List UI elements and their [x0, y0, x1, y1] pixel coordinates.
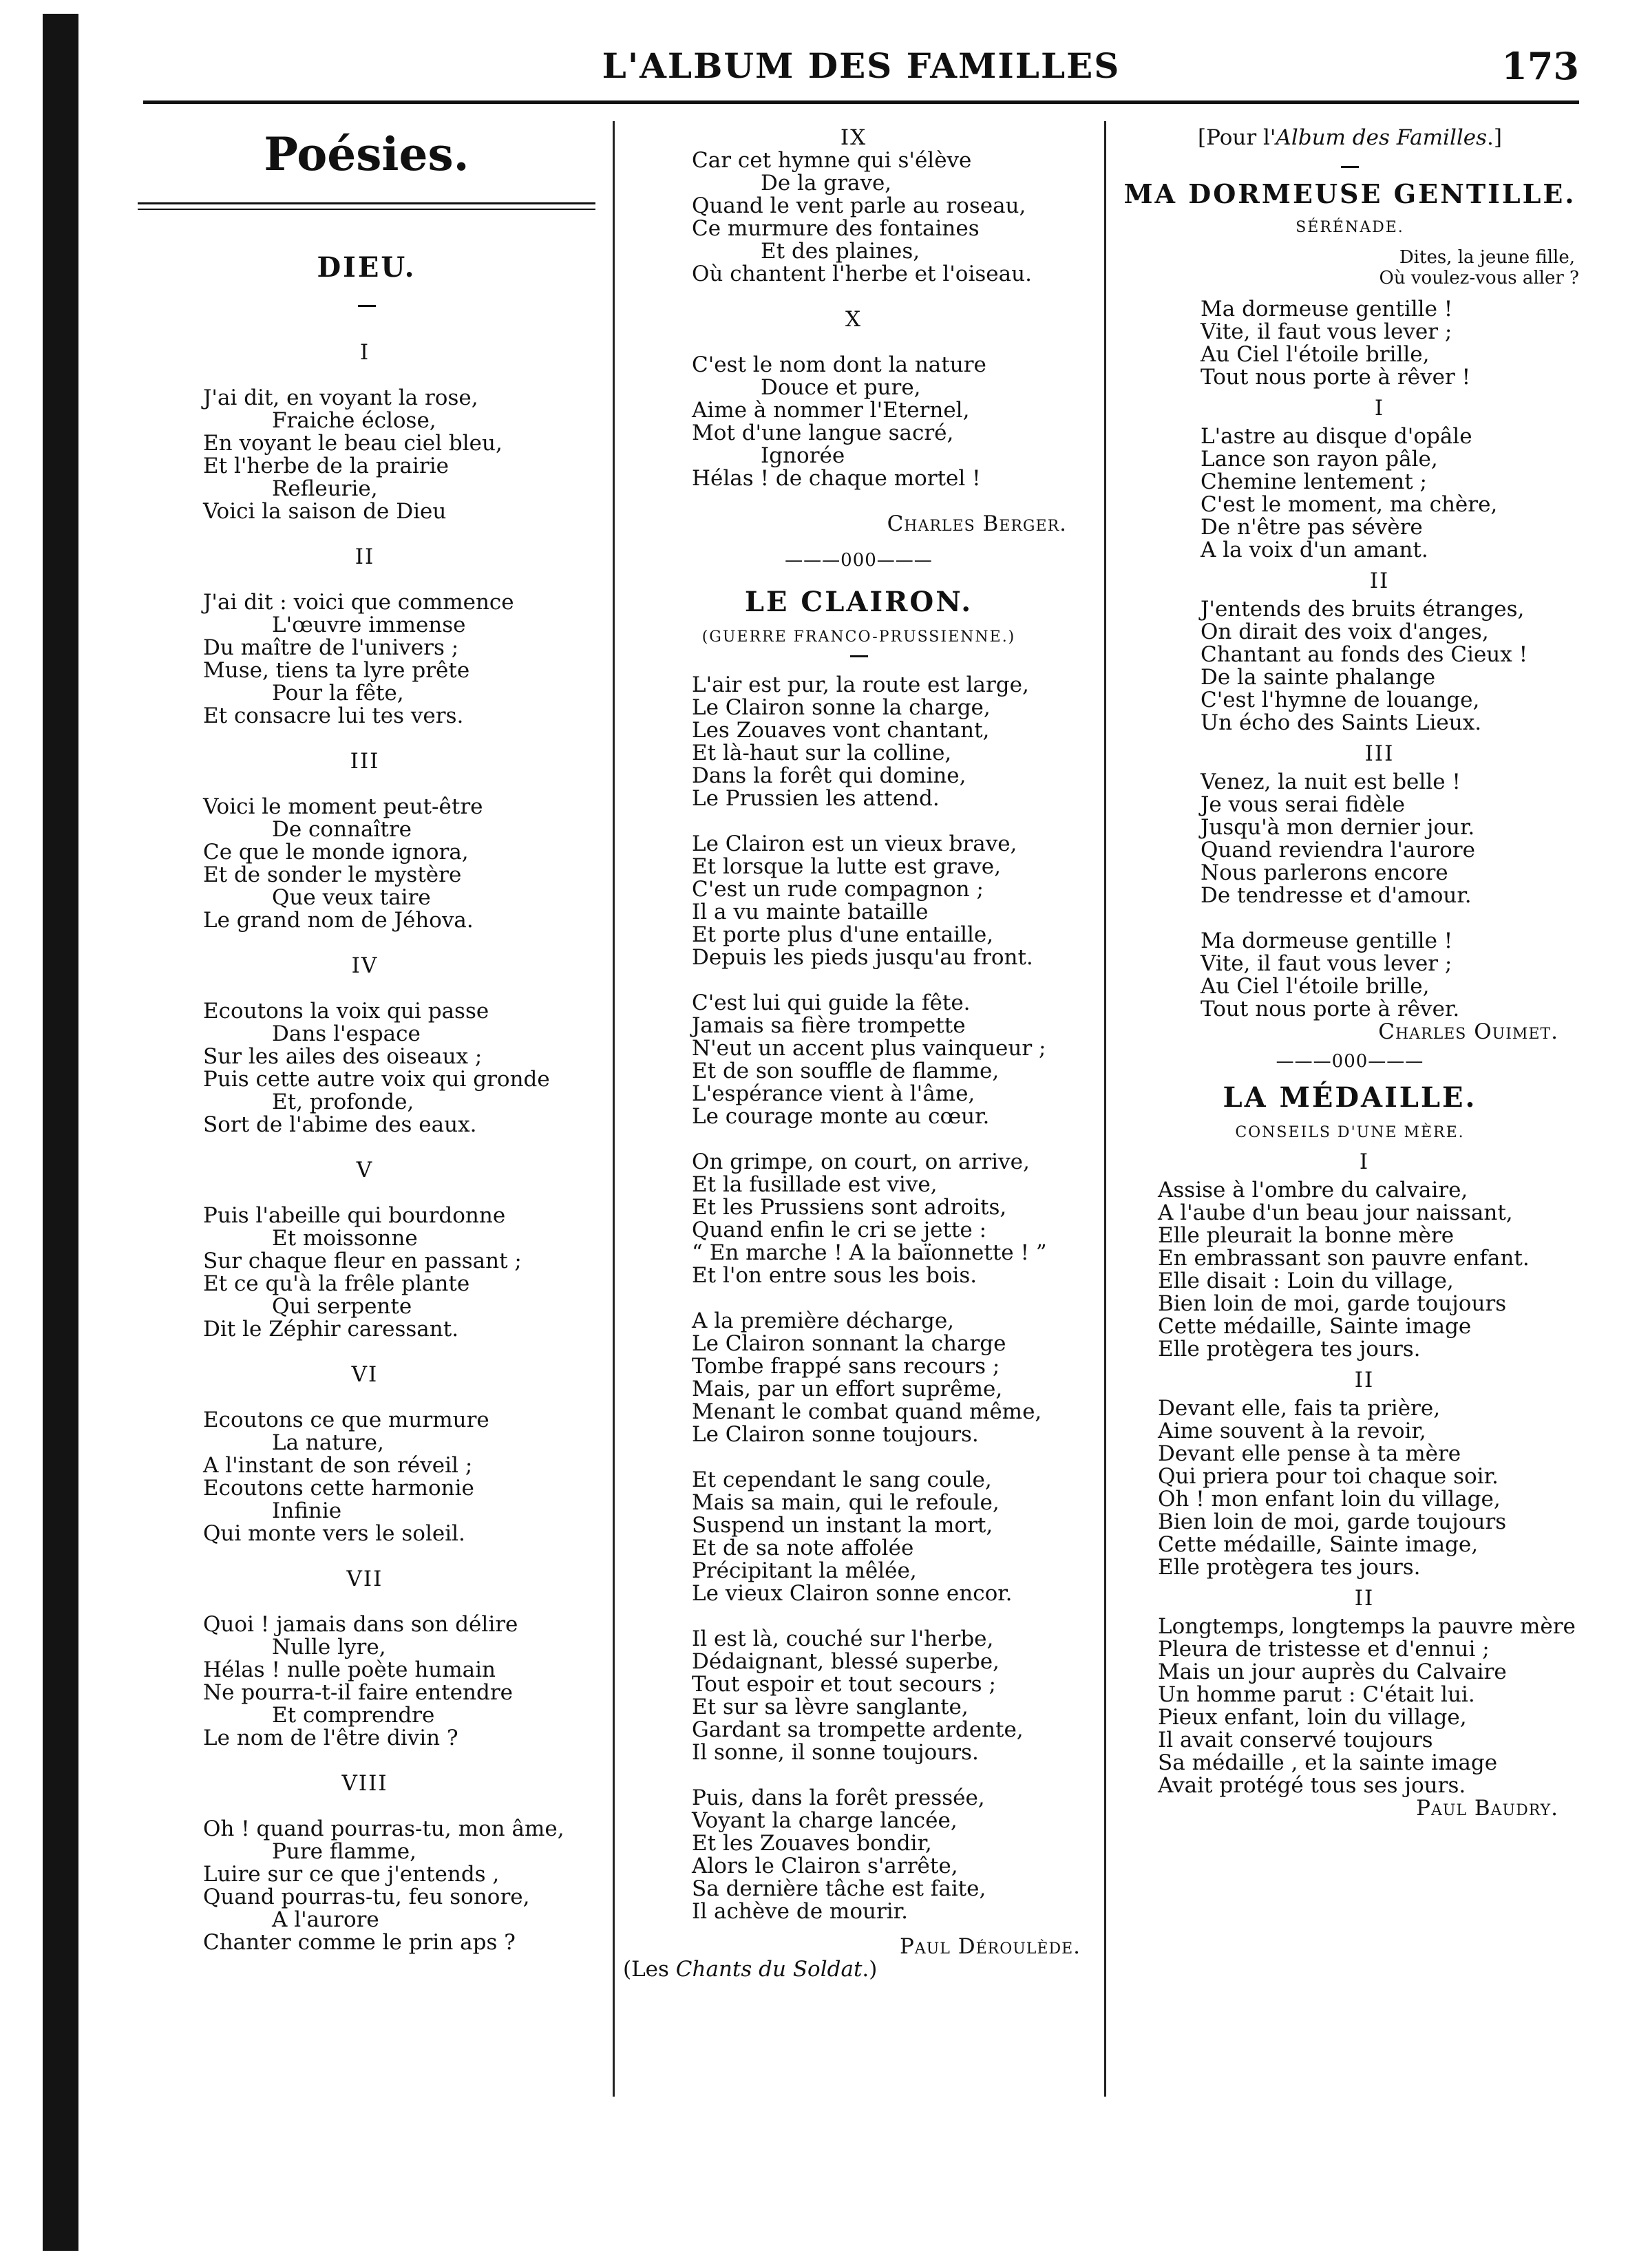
verse-line: Il avait conservé toujours — [1158, 1728, 1433, 1752]
verse-line: Tout nous porte à rêver ! — [1201, 365, 1471, 390]
verse-line: Ignorée — [761, 443, 845, 468]
verse-line: Il sonne, il sonne toujours. — [692, 1740, 979, 1765]
stanza — [1201, 397, 1558, 562]
verse-line: Luire sur ce que j'entends , — [203, 1862, 500, 1887]
verse-line: Tout espoir et tout secours ; — [692, 1672, 996, 1697]
verse-line: De tendresse et d'amour. — [1201, 883, 1472, 908]
verse-line: Tombe frappé sans recours ; — [692, 1354, 1000, 1379]
stanza — [692, 674, 1050, 810]
stanza — [1158, 1586, 1576, 1798]
verse-line: Ecoutons cette harmonie — [203, 1476, 474, 1501]
verse-line: Ma dormeuse gentille ! — [1201, 929, 1453, 953]
verse-line: Au Ciel l'étoile brille, — [1201, 974, 1430, 999]
verse-line: Gardant sa trompette ardente, — [692, 1717, 1024, 1742]
binding-edge — [0, 0, 83, 2268]
verse-line: Elle protègera tes jours. — [1158, 1555, 1421, 1580]
verse-line: Sa dernière tâche est faite, — [692, 1876, 986, 1901]
verse-line: Vite, il faut vous lever ; — [1201, 319, 1452, 344]
verse-line: C'est un rude compagnon ; — [692, 877, 984, 902]
stanza-number: V — [356, 1158, 374, 1183]
verse-line: Ce murmure des fontaines — [692, 216, 980, 241]
binding-shadow — [43, 14, 78, 2251]
stanza-number: II — [355, 544, 375, 569]
verse-line: On grimpe, on court, on arrive, — [692, 1149, 1030, 1174]
stanza — [692, 1469, 1050, 1605]
verse-line: Hélas ! nulle poète humain — [203, 1657, 496, 1682]
verse-line: Dans la forêt qui domine, — [692, 763, 966, 788]
stanza-number: I — [1374, 396, 1385, 421]
verse-line: Vite, il faut vous lever ; — [1201, 951, 1452, 976]
verse-line: Dédaignant, blessé superbe, — [692, 1649, 1000, 1674]
verse-line: Et l'on entre sous les bois. — [692, 1263, 977, 1288]
verse-line: A la voix d'un amant. — [1201, 538, 1428, 562]
verse-line: Le Clairon sonne toujours. — [692, 1422, 979, 1447]
separator: ———000——— — [785, 550, 933, 571]
verse-line: Dans l'espace — [272, 1021, 421, 1046]
verse-line: Elle disait : Loin du village, — [1158, 1269, 1454, 1293]
dedication-note: [Pour l'Album des Familles.] — [1198, 125, 1502, 150]
verse-line: Ecoutons ce que murmure — [203, 1408, 489, 1432]
verse-line: Alors le Clairon s'arrête, — [692, 1854, 958, 1878]
verse-line: Il a vu mainte bataille — [692, 900, 929, 924]
signature: Charles Ouimet. — [1378, 1019, 1558, 1044]
poem-body — [692, 674, 1050, 1923]
section-rule — [138, 202, 595, 210]
verse-line: Cette médaille, Sainte image — [1158, 1314, 1472, 1339]
verse-line: Le Clairon est un vieux brave, — [692, 831, 1017, 856]
verse-line: Le Clairon sonnant la charge — [692, 1331, 1006, 1356]
verse-line: Que veux taire — [272, 885, 431, 910]
stanza — [203, 1568, 527, 1750]
poem-continuation — [692, 125, 1032, 491]
verse-line: N'eut un accent plus vainqueur ; — [692, 1036, 1046, 1061]
signature: Charles Berger. — [887, 511, 1067, 536]
verse-line: De connaître — [272, 817, 412, 842]
stanza — [203, 1159, 527, 1341]
stanza-number: III — [350, 749, 380, 774]
verse-line: Mais sa main, qui le refoule, — [692, 1490, 1000, 1515]
stanza — [1201, 570, 1558, 734]
verse-line: L'œuvre immense — [272, 613, 466, 637]
verse-line: Et lorsque la lutte est grave, — [692, 854, 1001, 879]
note-title: Album des Familles — [1276, 125, 1488, 150]
verse-line: Quand le vent parle au roseau, — [692, 193, 1026, 218]
verse-line: Aime à nommer l'Eternel, — [692, 398, 970, 423]
verse-line: Ecoutons la voix qui passe — [203, 999, 489, 1024]
column-rule-2 — [1104, 121, 1106, 2097]
column-3 — [1121, 127, 1579, 1820]
verse-line: Aime souvent à la revoir, — [1158, 1419, 1426, 1443]
stanza — [692, 1787, 1050, 1923]
source-note: (Les Chants du Soldat.) — [623, 1957, 878, 1982]
verse-line: Bien loin de moi, garde toujours — [1158, 1509, 1507, 1534]
stanza-number: VIII — [341, 1771, 388, 1796]
verse-line: Fraiche éclose, — [272, 408, 436, 433]
poem-title: MA DORMEUSE GENTILLE. — [1123, 178, 1576, 209]
verse-line: Mais, par un effort suprême, — [692, 1377, 1003, 1401]
verse-line: Refleurie, — [272, 476, 378, 501]
verse-line: Et sur sa lèvre sanglante, — [692, 1695, 969, 1719]
stanza-number: II — [1354, 1586, 1375, 1611]
verse-line: Les Zouaves vont chantant, — [692, 718, 990, 743]
stanza-number: VI — [351, 1362, 379, 1387]
verse-line: Et de son souffle de flamme, — [692, 1059, 1000, 1083]
verse-line: J'ai dit : voici que commence — [203, 590, 514, 615]
stanza-number: X — [845, 307, 863, 332]
verse-line: En embrassant son pauvre enfant. — [1158, 1246, 1530, 1271]
signature: Paul Baudry. — [1416, 1796, 1558, 1821]
verse-line: A l'aurore — [272, 1907, 379, 1932]
verse-line: Voyant la charge lancée, — [692, 1808, 958, 1833]
verse-line: Ma dormeuse gentille ! — [1201, 297, 1453, 321]
verse-line: Infinie — [272, 1498, 342, 1523]
verse-line: Avait protégé tous ses jours. — [1158, 1773, 1466, 1798]
verse-line: Jusqu'à mon dernier jour. — [1201, 815, 1475, 840]
verse-line: Un écho des Saints Lieux. — [1201, 710, 1482, 735]
header-rule — [143, 100, 1579, 104]
column-rule-1 — [613, 121, 615, 2097]
stanza — [203, 750, 527, 932]
verse-line: Longtemps, longtemps la pauvre mère — [1158, 1614, 1576, 1639]
verse-line: Dit le Zéphir caressant. — [203, 1317, 459, 1342]
verse-line: Qui priera pour toi chaque soir. — [1158, 1464, 1499, 1489]
stanza — [203, 1364, 527, 1545]
verse-line: Pour la fête, — [272, 681, 404, 706]
verse-line: Le courage monte au cœur. — [692, 1104, 990, 1129]
verse-line: Qui monte vers le soleil. — [203, 1521, 465, 1546]
verse-line: Lance son rayon pâle, — [1201, 447, 1438, 471]
verse-line: Chanter comme le prin aps ? — [203, 1930, 516, 1955]
stanza — [203, 546, 527, 728]
verse-line: Bien loin de moi, garde toujours — [1158, 1291, 1507, 1316]
stanza-number: I — [1359, 1149, 1370, 1174]
verse-line: Le nom de l'être divin ? — [203, 1726, 458, 1750]
verse-line: Pure flamme, — [272, 1839, 416, 1864]
verse-line: Cette médaille, Sainte image, — [1158, 1532, 1479, 1557]
verse-line: C'est l'hymne de louange, — [1201, 688, 1480, 712]
verse-line: Jamais sa fière trompette — [692, 1013, 966, 1038]
verse-line: La nature, — [272, 1430, 384, 1455]
verse-line: Nulle lyre, — [272, 1635, 386, 1660]
stanza-number: IV — [351, 953, 379, 978]
verse-line: Puis cette autre voix qui gronde — [203, 1067, 550, 1092]
verse-line: Assise à l'ombre du calvaire, — [1158, 1178, 1468, 1202]
verse-line: Le Prussien les attend. — [692, 786, 940, 811]
verse-line: Voici le moment peut-être — [203, 794, 483, 819]
verse-line: C'est lui qui guide la fête. — [692, 990, 971, 1015]
verse-line: Devant elle, fais ta prière, — [1158, 1396, 1441, 1421]
verse-line: Depuis les pieds jusqu'au front. — [692, 945, 1033, 970]
stanza — [203, 341, 527, 523]
refrain — [1201, 930, 1558, 1021]
verse-line: C'est le nom dont la nature — [692, 352, 986, 377]
verse-line: A l'instant de son réveil ; — [203, 1453, 473, 1478]
stanza-number: I — [359, 340, 370, 365]
stanza-number: II — [1354, 1368, 1375, 1392]
running-header — [143, 39, 1579, 94]
stanza — [203, 1771, 564, 1955]
verse-line: Et de sonder le mystère — [203, 862, 462, 887]
verse-line: L'air est pur, la route est large, — [692, 672, 1029, 697]
verse-line: Et, profonde, — [272, 1090, 414, 1114]
stanza — [203, 953, 550, 1137]
verse-line: Oh ! mon enfant loin du village, — [1158, 1487, 1501, 1512]
verse-line: L'astre au disque d'opâle — [1201, 424, 1472, 449]
verse-line: Et cependant le sang coule, — [692, 1467, 992, 1492]
verse-line: Et ce qu'à la frêle plante — [203, 1271, 470, 1296]
verse-line: Muse, tiens ta lyre prête — [203, 658, 470, 683]
verse-line: Au Ciel l'étoile brille, — [1201, 342, 1430, 367]
signature: Paul Déroulède. — [899, 1934, 1081, 1959]
stanza — [1158, 1151, 1571, 1361]
poem-subtitle: (GUERRE FRANCO-PRUSSIENNE.) — [701, 628, 1016, 646]
stanza — [692, 125, 1032, 286]
poem-body — [203, 340, 564, 1955]
verse-line: Puis, dans la forêt pressée, — [692, 1785, 985, 1810]
stanza — [692, 833, 1050, 969]
verse-line: Qui serpente — [272, 1294, 412, 1319]
verse-line: Chantant au fonds des Cieux ! — [1201, 642, 1528, 667]
verse-line: Menant le combat quand même, — [692, 1399, 1042, 1424]
verse-line: Et comprendre — [272, 1703, 435, 1728]
verse-line: Sort de l'abime des eaux. — [203, 1112, 477, 1137]
verse-line: Ne pourra-t-il faire entendre — [203, 1680, 513, 1705]
verse-line: Elle protègera tes jours. — [1158, 1337, 1421, 1361]
epigraph-line: Dites, la jeune fille, — [1399, 247, 1575, 268]
stanza — [692, 1628, 1050, 1764]
poem-subtitle: CONSEILS D'UNE MÈRE. — [1235, 1124, 1465, 1141]
verse-line: En voyant le beau ciel bleu, — [203, 431, 503, 456]
verse-line: J'ai dit, en voyant la rose, — [203, 385, 478, 410]
verse-line: Car cet hymne qui s'élève — [692, 148, 972, 173]
verse-line: Douce et pure, — [761, 375, 921, 400]
verse-line: Tout nous porte à rêver. — [1201, 997, 1460, 1021]
verse-line: De la grave, — [761, 171, 892, 195]
verse-line: Oh ! quand pourras-tu, mon âme, — [203, 1816, 564, 1841]
column-1 — [138, 127, 595, 1954]
verse-line: Précipitant la mêlée, — [692, 1558, 917, 1583]
verse-line: Le grand nom de Jéhova. — [203, 908, 474, 933]
separator: ———000——— — [1276, 1051, 1424, 1072]
verse-line: L'espérance vient à l'âme, — [692, 1081, 975, 1106]
verse-line: J'entends des bruits étranges, — [1201, 597, 1525, 622]
verse-line: Devant elle pense à ta mère — [1158, 1441, 1461, 1466]
stanza — [692, 308, 1015, 490]
verse-line: A l'aube d'un beau jour naissant, — [1158, 1200, 1513, 1225]
verse-line: Chemine lentement ; — [1201, 469, 1427, 494]
verse-line: Mot d'une langue sacré, — [692, 421, 954, 445]
verse-line: A la première décharge, — [692, 1308, 955, 1333]
source-title: Chants du Soldat — [675, 1957, 863, 1982]
verse-line: De la sainte phalange — [1201, 665, 1436, 690]
verse-line: Mais un jour auprès du Calvaire — [1158, 1660, 1507, 1684]
epigraph-line: Où voulez-vous aller ? — [1379, 268, 1579, 288]
stanza-number: IX — [840, 125, 867, 150]
verse-line: Puis l'abeille qui bourdonne — [203, 1203, 506, 1228]
verse-line: C'est le moment, ma chère, — [1201, 492, 1498, 517]
journal-title: L'ALBUM DES FAMILLES — [602, 45, 1121, 86]
page-number: 173 — [1501, 44, 1579, 88]
poem-body — [1201, 298, 1558, 1021]
verse-line: Du maître de l'univers ; — [203, 635, 459, 660]
verse-line: Et les Zouaves bondir, — [692, 1831, 932, 1856]
verse-line: Nous parlerons encore — [1201, 860, 1448, 885]
verse-line: Ce que le monde ignora, — [203, 840, 469, 865]
verse-line: Pieux enfant, loin du village, — [1158, 1705, 1467, 1730]
verse-line: On dirait des voix d'anges, — [1201, 619, 1489, 644]
verse-line: Et de sa note affolée — [692, 1536, 914, 1560]
verse-line: Un homme parut : C'était lui. — [1158, 1682, 1475, 1707]
verse-line: Elle pleurait la bonne mère — [1158, 1223, 1455, 1248]
verse-line: Il est là, couché sur l'herbe, — [692, 1626, 994, 1651]
poem-title: LE CLAIRON. — [744, 586, 973, 618]
verse-line: Et les Prussiens sont adroits, — [692, 1195, 1007, 1220]
verse-line: Et là-haut sur la colline, — [692, 741, 952, 765]
stanza — [1158, 1369, 1571, 1579]
verse-line: Quand pourras-tu, feu sonore, — [203, 1885, 530, 1909]
section-title: Poésies. — [264, 127, 469, 181]
verse-line: Quand enfin le cri se jette : — [692, 1218, 987, 1242]
verse-line: Le vieux Clairon sonne encor. — [692, 1581, 1013, 1606]
verse-line: Pleura de tristesse et d'ennui ; — [1158, 1637, 1490, 1662]
verse-line: Et moissonne — [272, 1226, 418, 1251]
poem-subtitle: SÉRÉNADE. — [1296, 219, 1404, 236]
verse-line: Voici la saison de Dieu — [203, 499, 447, 524]
verse-line: Et des plaines, — [761, 239, 920, 264]
verse-line: Quand reviendra l'aurore — [1201, 838, 1475, 862]
verse-line: Quoi ! jamais dans son délire — [203, 1612, 518, 1637]
verse-line: Et consacre lui tes vers. — [203, 703, 464, 728]
verse-line: Sur les ailes des oiseaux ; — [203, 1044, 483, 1069]
verse-line: Le Clairon sonne la charge, — [692, 695, 991, 720]
verse-line: “ En marche ! A la baïonnette ! ” — [692, 1240, 1047, 1265]
verse-line: Où chantent l'herbe et l'oiseau. — [692, 262, 1032, 286]
poem-title: DIEU. — [317, 251, 416, 284]
stanza — [692, 1151, 1050, 1287]
poem-body — [1158, 1149, 1576, 1798]
verse-line: De n'être pas sévère — [1201, 515, 1423, 540]
stanza — [1201, 743, 1558, 907]
stanza-number: II — [1369, 569, 1390, 593]
verse-line: Hélas ! de chaque mortel ! — [692, 466, 981, 491]
verse-line: Venez, la nuit est belle ! — [1201, 770, 1461, 794]
column-2 — [623, 125, 1088, 1982]
verse-line: Et l'herbe de la prairie — [203, 454, 449, 478]
poem-title: LA MÉDAILLE. — [1223, 1081, 1477, 1114]
verse-line: Sur chaque fleur en passant ; — [203, 1249, 522, 1273]
verse-line: Et porte plus d'une entaille, — [692, 922, 994, 947]
stanza-number: III — [1364, 741, 1395, 766]
verse-line: Et la fusillade est vive, — [692, 1172, 938, 1197]
stanza — [692, 1310, 1050, 1446]
stanza-number: VII — [346, 1567, 383, 1591]
verse-line: Suspend un instant la mort, — [692, 1513, 993, 1538]
verse-line: Je vous serai fidèle — [1201, 792, 1405, 817]
verse-line: Sa médaille , et la sainte image — [1158, 1750, 1498, 1775]
stanza — [692, 992, 1050, 1128]
refrain — [1201, 298, 1558, 389]
verse-line: Il achève de mourir. — [692, 1899, 908, 1924]
